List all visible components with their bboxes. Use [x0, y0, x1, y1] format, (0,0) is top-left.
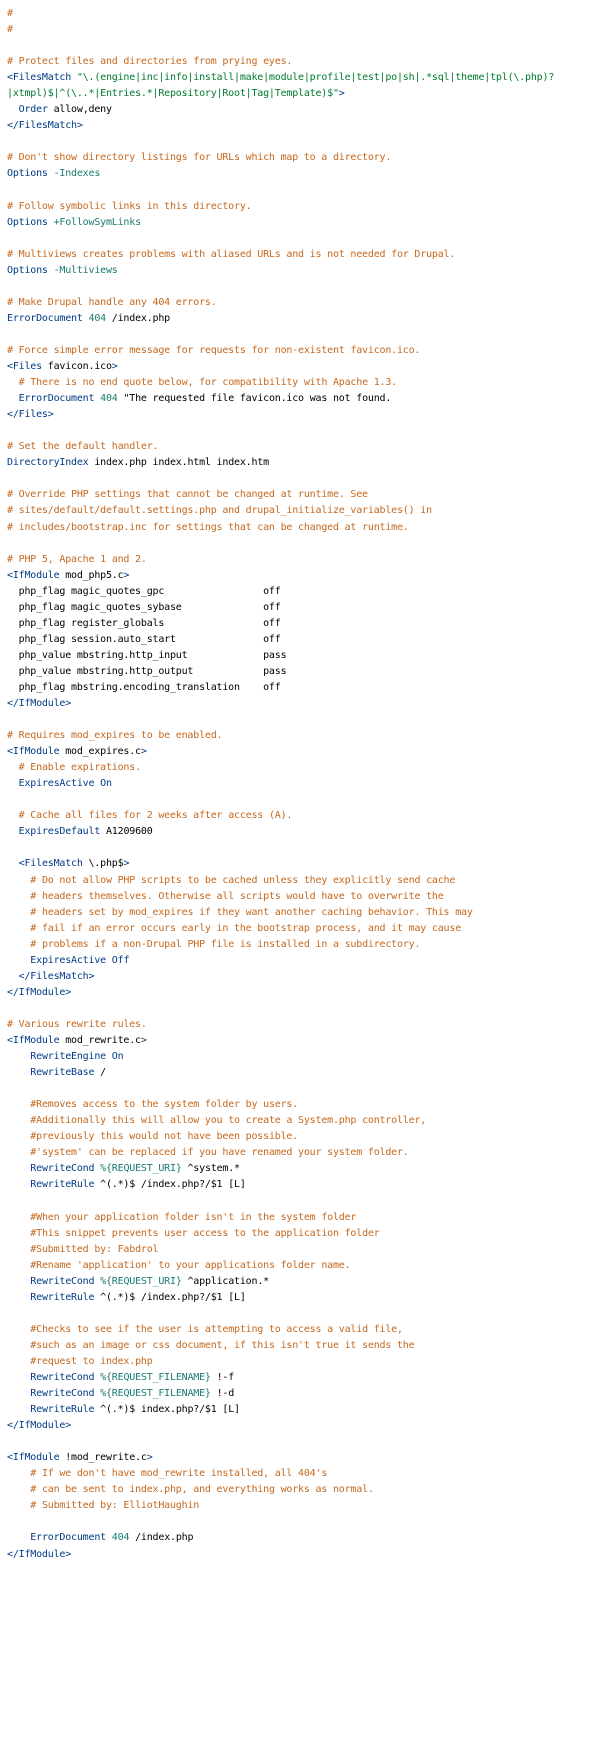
- code-directive: ErrorDocument: [30, 1532, 106, 1544]
- code-text: [7, 1147, 30, 1158]
- code-line: [7, 134, 600, 150]
- code-text: /: [94, 1067, 106, 1079]
- code-line: [7, 776, 600, 792]
- code-line: [7, 70, 600, 86]
- code-text: favicon.ico: [41, 361, 112, 373]
- code-text: [7, 1468, 30, 1479]
- code-text: [7, 1532, 30, 1543]
- code-text: [7, 875, 30, 886]
- code-value: %{REQUEST_FILENAME}: [100, 1371, 211, 1383]
- code-line: [7, 856, 600, 872]
- code-text: [7, 1276, 30, 1287]
- code-line: [7, 921, 600, 937]
- code-directive: ExpiresDefault: [18, 826, 101, 838]
- code-line: [7, 231, 600, 247]
- code-line: [7, 1097, 600, 1113]
- code-comment: # sites/default/default.settings.php and drupal_initialize_variables() in: [7, 505, 432, 517]
- code-line: [7, 1049, 600, 1065]
- code-comment: #Rename 'application' to your applications folder name.: [30, 1259, 351, 1271]
- code-directive: RewriteRule: [30, 1404, 95, 1416]
- code-comment: #This snippet prevents user access to the application folder: [30, 1227, 380, 1239]
- code-directive: >: [111, 361, 118, 373]
- code-comment: #previously this would not have been possible.: [30, 1131, 299, 1143]
- code-directive: <IfModule: [7, 1035, 60, 1046]
- code-line: [7, 102, 600, 118]
- code-text: [7, 923, 30, 934]
- code-directive: <IfModule: [7, 746, 60, 758]
- code-comment: #'system' can be replaced if you have renamed your system folder.: [30, 1147, 409, 1159]
- code-line: [7, 22, 600, 38]
- code-line: [7, 54, 600, 70]
- code-text: ^(.*)$ /index.php?/$1 [L]: [94, 1179, 246, 1191]
- code-text: ^system.*: [181, 1163, 240, 1175]
- code-line: [7, 1145, 600, 1161]
- code-line: [7, 247, 600, 263]
- code-text: php_flag mbstring.encoding_translation off: [7, 681, 281, 693]
- code-line: [7, 327, 600, 343]
- code-comment: #Additionally this will allow you to create a System.php controller,: [30, 1115, 427, 1127]
- code-text: [7, 1067, 30, 1078]
- code-text: [7, 1292, 30, 1303]
- code-line: [7, 1322, 600, 1338]
- code-comment: #: [7, 8, 13, 19]
- code-text: [7, 762, 19, 773]
- code-line: [7, 600, 600, 616]
- code-line: [7, 536, 600, 552]
- code-line: [7, 343, 600, 359]
- code-line: [7, 889, 600, 905]
- code-text: [7, 891, 30, 902]
- code-comment: #Submitted by: Fabdrol: [30, 1243, 159, 1255]
- code-line: [7, 1065, 600, 1081]
- code-directive: RewriteCond: [30, 1275, 95, 1287]
- code-directive: RewriteBase: [30, 1067, 95, 1079]
- code-comment: # Follow symbolic links in this directory.: [7, 200, 252, 212]
- code-text: [7, 104, 19, 115]
- code-directive: <IfModule: [7, 1452, 60, 1464]
- code-text: [7, 1500, 30, 1511]
- code-text: ^application.*: [181, 1275, 269, 1287]
- code-text: /index.php: [129, 1532, 194, 1544]
- code-text: [7, 955, 30, 966]
- code-line: [7, 985, 600, 1001]
- code-directive: Off: [111, 954, 130, 966]
- code-directive: Options: [7, 216, 48, 228]
- code-comment: #When your application folder isn't in the system folder: [30, 1211, 357, 1223]
- code-text: [7, 1099, 30, 1110]
- code-comment: # Protect files and directories from prying eyes.: [7, 56, 293, 68]
- code-line: [7, 1466, 600, 1482]
- code-line: [7, 38, 600, 54]
- code-line: [7, 1258, 600, 1274]
- code-directive: On: [111, 1051, 124, 1063]
- code-line: [7, 1161, 600, 1177]
- code-comment: # headers themselves. Otherwise all scripts would have to overwrite the: [30, 890, 444, 902]
- code-text: ^(.*)$ /index.php?/$1 [L]: [94, 1291, 246, 1303]
- code-text: ^(.*)$ index.php?/$1 [L]: [94, 1404, 240, 1416]
- code-text: php_flag magic_quotes_sybase off: [7, 601, 281, 613]
- code-text: [7, 1179, 30, 1190]
- code-line: [7, 471, 600, 487]
- code-directive: Options: [7, 168, 48, 180]
- code-line: [7, 808, 600, 824]
- code-directive: RewriteCond: [30, 1163, 95, 1175]
- code-text: [7, 1228, 30, 1239]
- code-line: [7, 1450, 600, 1466]
- code-line: [7, 953, 600, 969]
- code-line: [7, 407, 600, 423]
- code-comment: # fail if an error occurs early in the bootstrap process, and it may cause: [30, 922, 462, 934]
- code-line: [7, 728, 600, 744]
- code-line: [7, 279, 600, 295]
- code-line: [7, 199, 600, 215]
- code-text: [7, 1131, 30, 1142]
- code-comment: # headers set by mod_expires if they want another caching behavior. This may: [30, 906, 473, 918]
- code-line: [7, 1081, 600, 1097]
- code-directive: </Files>: [7, 409, 54, 421]
- code-comment: # If we don't have mod_rewrite installed, all 404's: [30, 1468, 328, 1480]
- code-string: |xtmpl)$|^(\..*|Entries.*|Repository|Root|Tag|Template)$": [7, 88, 339, 100]
- code-line: [7, 1290, 600, 1306]
- code-text: [7, 1163, 30, 1174]
- code-line: [7, 1210, 600, 1226]
- code-text: [7, 1372, 30, 1383]
- code-line: [7, 584, 600, 600]
- code-comment: # Override PHP settings that cannot be changed at runtime. See: [7, 489, 368, 501]
- code-line: [7, 487, 600, 503]
- code-line: [7, 824, 600, 840]
- code-line: [7, 1386, 600, 1402]
- code-line: [7, 375, 600, 391]
- code-line: [7, 1274, 600, 1290]
- code-line: [7, 1498, 600, 1514]
- code-comment: # Multiviews creates problems with aliased URLs and is not needed for Drupal.: [7, 248, 456, 260]
- code-directive: </IfModule>: [7, 1420, 72, 1432]
- code-text: php_flag session.auto_start off: [7, 633, 281, 645]
- code-line: [7, 86, 600, 102]
- code-line: [7, 1418, 600, 1434]
- code-comment: # Make Drupal handle any 404 errors.: [7, 296, 217, 308]
- code-line: [7, 664, 600, 680]
- code-line: [7, 455, 600, 471]
- code-comment: # Set the default handler.: [7, 441, 159, 453]
- code-line: [7, 840, 600, 856]
- code-line: [7, 1482, 600, 1498]
- code-directive: RewriteCond: [30, 1388, 95, 1400]
- code-text: [7, 1212, 30, 1223]
- code-text: [7, 858, 19, 869]
- code-line: [7, 150, 600, 166]
- code-comment: #Removes access to the system folder by users.: [30, 1099, 299, 1111]
- code-comment: #request to index.php: [30, 1355, 153, 1367]
- code-value: 404: [111, 1532, 130, 1544]
- code-line: [7, 760, 600, 776]
- code-line: [7, 1306, 600, 1322]
- code-line: [7, 391, 600, 407]
- code-value: -Multiviews: [53, 264, 118, 276]
- code-line: [7, 503, 600, 519]
- code-line: [7, 1370, 600, 1386]
- code-directive: <Files: [7, 361, 42, 373]
- code-text: php_flag register_globals off: [7, 617, 281, 629]
- code-text: [7, 810, 19, 821]
- code-line: [7, 6, 600, 22]
- code-comment: # Force simple error message for requests for non-existent favicon.ico.: [7, 344, 421, 356]
- code-comment: # Submitted by: ElliotHaughin: [30, 1500, 200, 1512]
- code-directive: DirectoryIndex: [7, 457, 89, 469]
- code-directive: RewriteEngine: [30, 1051, 106, 1063]
- code-line: [7, 1354, 600, 1370]
- code-text: \.php$: [82, 858, 124, 870]
- code-text: [7, 1388, 30, 1399]
- code-value: -Indexes: [53, 168, 101, 180]
- code-line: [7, 568, 600, 584]
- code-text: [7, 939, 30, 950]
- code-directive: Options: [7, 264, 48, 276]
- code-line: [7, 1402, 600, 1418]
- code-comment: #Checks to see if the user is attempting to access a valid file,: [30, 1323, 403, 1335]
- code-comment: # Don't show directory listings for URLs which map to a directory.: [7, 152, 392, 164]
- code-line: [7, 680, 600, 696]
- code-line: [7, 873, 600, 889]
- code-directive: </FilesMatch>: [18, 970, 95, 982]
- code-text: [7, 377, 19, 388]
- code-value: +FollowSymLinks: [53, 216, 141, 228]
- code-text: [7, 1324, 30, 1335]
- code-text: [7, 1404, 30, 1415]
- code-line: [7, 632, 600, 648]
- code-comment: # Requires mod_expires to be enabled.: [7, 730, 223, 742]
- code-line: [7, 1530, 600, 1546]
- code-line: [7, 1514, 600, 1530]
- code-line: [7, 166, 600, 182]
- code-comment: # Various rewrite rules.: [7, 1018, 147, 1030]
- code-line: [7, 1338, 600, 1354]
- code-line: [7, 1017, 600, 1033]
- code-line: [7, 1129, 600, 1145]
- code-value: 404: [100, 393, 118, 405]
- code-line: [7, 1113, 600, 1129]
- code-value: %{REQUEST_URI}: [100, 1163, 182, 1175]
- code-directive: <FilesMatch: [7, 72, 77, 84]
- code-line: [7, 1001, 600, 1017]
- code-directive: Order: [18, 104, 48, 116]
- code-text: mod_expires.c: [59, 746, 141, 758]
- code-value: 404: [88, 312, 106, 324]
- code-line: [7, 712, 600, 728]
- code-line: [7, 1242, 600, 1258]
- code-directive: <FilesMatch: [18, 858, 83, 870]
- code-line: [7, 423, 600, 439]
- code-line: [7, 744, 600, 760]
- code-line: [7, 311, 600, 327]
- code-text: php_value mbstring.http_input pass: [7, 649, 287, 661]
- code-directive: </IfModule>: [7, 698, 72, 710]
- code-text: !mod_rewrite.c: [59, 1452, 147, 1464]
- code-line: [7, 696, 600, 712]
- code-text: !-f: [210, 1371, 235, 1383]
- code-line: [7, 552, 600, 568]
- code-directive: ExpiresActive: [18, 778, 95, 790]
- code-comment: # problems if a non-Drupal PHP file is installed in a subdirectory.: [30, 938, 421, 950]
- code-directive: ErrorDocument: [7, 312, 83, 324]
- code-line: [7, 1226, 600, 1242]
- code-directive: RewriteRule: [30, 1179, 95, 1191]
- code-text: [7, 826, 19, 837]
- code-comment: # Cache all files for 2 weeks after access (A).: [18, 810, 293, 822]
- code-line: [7, 1033, 600, 1049]
- code-text: [7, 1484, 30, 1495]
- code-comment: # PHP 5, Apache 1 and 2.: [7, 553, 147, 565]
- code-text: [7, 1340, 30, 1351]
- code-comment: # can be sent to index.php, and everything works as normal.: [30, 1484, 374, 1496]
- code-directive: >: [146, 1452, 153, 1464]
- code-line: [7, 1177, 600, 1193]
- code-comment: #such as an image or css document, if this isn't true it sends the: [30, 1339, 415, 1351]
- code-comment: # Enable expirations.: [18, 762, 141, 774]
- code-line: [7, 648, 600, 664]
- code-text: [7, 971, 19, 982]
- code-text: [7, 393, 19, 404]
- code-directive: On: [100, 778, 112, 790]
- code-line: [7, 439, 600, 455]
- code-text: [7, 1244, 30, 1255]
- code-text: index.php index.html index.htm: [88, 457, 269, 469]
- code-value: %{REQUEST_URI}: [100, 1275, 182, 1287]
- code-text: mod_php5.c: [59, 569, 124, 581]
- code-string: "\.(engine|inc|info|install|make|module|profile|test|po|sh|.*sql|theme|tpl(\.php)?: [76, 72, 555, 84]
- code-line: [7, 359, 600, 375]
- code-comment: # There is no end quote below, for compatibility with Apache 1.3.: [18, 377, 397, 389]
- code-line: [7, 295, 600, 311]
- code-line: [7, 1434, 600, 1450]
- code-directive: >: [338, 88, 345, 100]
- code-line: [7, 905, 600, 921]
- code-line: [7, 969, 600, 985]
- code-text: [7, 1115, 30, 1126]
- code-text: !-d: [210, 1388, 235, 1400]
- code-text: "The requested file favicon.ico was not found.: [117, 393, 392, 405]
- code-comment: # Do not allow PHP scripts to be cached unless they explicitly send cache: [30, 874, 456, 886]
- code-line: [7, 263, 600, 279]
- code-line: [7, 118, 600, 134]
- code-text: [7, 907, 30, 918]
- code-text: A1209600: [100, 826, 153, 838]
- code-text: [7, 1260, 30, 1271]
- code-directive: </IfModule>: [7, 986, 72, 998]
- code-line: [7, 1547, 600, 1563]
- code-text: mod_rewrite.c: [59, 1035, 141, 1046]
- code-text: [7, 1356, 30, 1367]
- code-line: [7, 616, 600, 632]
- code-directive: </FilesMatch>: [7, 120, 83, 132]
- code-directive: ExpiresActive: [30, 954, 106, 966]
- code-text: php_value mbstring.http_output pass: [7, 665, 287, 677]
- code-directive: <IfModule: [7, 569, 60, 581]
- code-line: [7, 937, 600, 953]
- code-text: allow,deny: [47, 104, 112, 116]
- code-comment: # includes/bootstrap.inc for settings that can be changed at runtime.: [7, 521, 409, 533]
- code-line: [7, 215, 600, 231]
- code-directive: >: [140, 746, 147, 758]
- code-line: [7, 792, 600, 808]
- code-comment: #: [7, 24, 13, 36]
- code-directive: RewriteRule: [30, 1291, 95, 1303]
- code-text: [7, 1051, 30, 1062]
- code-directive: >: [123, 858, 130, 870]
- code-value: %{REQUEST_FILENAME}: [100, 1388, 211, 1400]
- code-text: php_flag magic_quotes_gpc off: [7, 585, 281, 597]
- code-text: /index.php: [105, 312, 170, 324]
- code-line: [7, 183, 600, 199]
- code-line: [7, 1193, 600, 1209]
- code-directive: </IfModule>: [7, 1548, 72, 1560]
- code-directive: >: [123, 569, 130, 581]
- code-directive: ErrorDocument: [18, 393, 95, 405]
- code-directive: >: [140, 1035, 147, 1046]
- code-line: [7, 520, 600, 536]
- code-directive: RewriteCond: [30, 1371, 95, 1383]
- code-text: [7, 778, 19, 789]
